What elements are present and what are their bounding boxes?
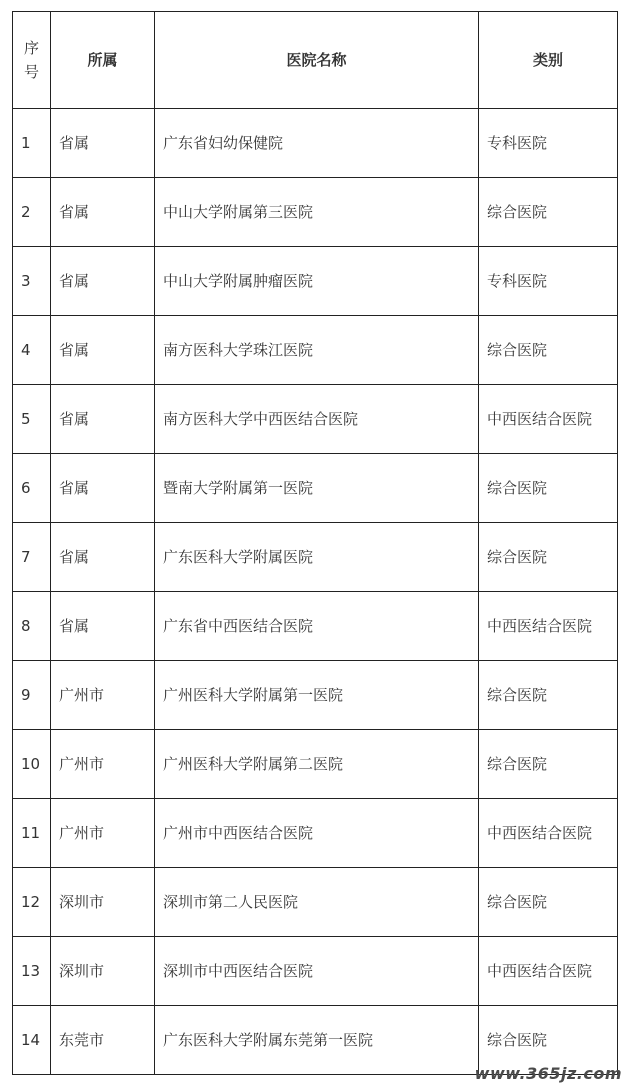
cell-hospital-name: 广东省妇幼保健院 bbox=[155, 109, 479, 178]
cell-category: 中西医结合医院 bbox=[479, 799, 618, 868]
cell-category: 专科医院 bbox=[479, 109, 618, 178]
cell-affiliation: 省属 bbox=[51, 109, 155, 178]
cell-category: 综合医院 bbox=[479, 454, 618, 523]
table-row bbox=[13, 247, 618, 316]
cell-category: 综合医院 bbox=[479, 661, 618, 730]
cell-seq: 11 bbox=[13, 799, 51, 868]
site-watermark: www.365jz.com bbox=[474, 1064, 622, 1083]
cell-category: 中西医结合医院 bbox=[479, 592, 618, 661]
table-row bbox=[13, 592, 618, 661]
cell-category: 综合医院 bbox=[479, 1006, 618, 1075]
cell-seq: 12 bbox=[13, 868, 51, 937]
cell-hospital-name: 暨南大学附属第一医院 bbox=[155, 454, 479, 523]
table-row bbox=[13, 385, 618, 454]
cell-hospital-name: 中山大学附属第三医院 bbox=[155, 178, 479, 247]
cell-hospital-name: 广东省中西医结合医院 bbox=[155, 592, 479, 661]
table-row bbox=[13, 523, 618, 592]
cell-seq: 6 bbox=[13, 454, 51, 523]
header-seq-line1: 序 bbox=[23, 39, 39, 57]
table-row bbox=[13, 730, 618, 799]
header-affiliation: 所属 bbox=[51, 12, 155, 109]
cell-category: 专科医院 bbox=[479, 247, 618, 316]
cell-seq: 4 bbox=[13, 316, 51, 385]
cell-hospital-name: 广东医科大学附属东莞第一医院 bbox=[155, 1006, 479, 1075]
table-row bbox=[13, 868, 618, 937]
header-seq-line2: 号 bbox=[23, 63, 39, 81]
table-row bbox=[13, 109, 618, 178]
cell-affiliation: 广州市 bbox=[51, 661, 155, 730]
cell-hospital-name: 广州医科大学附属第一医院 bbox=[155, 661, 479, 730]
cell-seq: 7 bbox=[13, 523, 51, 592]
table-header-row bbox=[13, 12, 618, 109]
cell-affiliation: 省属 bbox=[51, 454, 155, 523]
cell-hospital-name: 深圳市第二人民医院 bbox=[155, 868, 479, 937]
table-row bbox=[13, 799, 618, 868]
cell-category: 综合医院 bbox=[479, 730, 618, 799]
table-row bbox=[13, 178, 618, 247]
header-seq bbox=[13, 12, 51, 109]
cell-affiliation: 东莞市 bbox=[51, 1006, 155, 1075]
cell-seq: 14 bbox=[13, 1006, 51, 1075]
cell-hospital-name: 南方医科大学中西医结合医院 bbox=[155, 385, 479, 454]
cell-seq: 3 bbox=[13, 247, 51, 316]
cell-seq: 8 bbox=[13, 592, 51, 661]
cell-affiliation: 省属 bbox=[51, 247, 155, 316]
cell-affiliation: 省属 bbox=[51, 523, 155, 592]
hospital-table bbox=[12, 11, 618, 1075]
cell-hospital-name: 广州市中西医结合医院 bbox=[155, 799, 479, 868]
cell-category: 综合医院 bbox=[479, 178, 618, 247]
table-row bbox=[13, 937, 618, 1006]
hospital-table-container bbox=[12, 11, 618, 1075]
cell-hospital-name: 中山大学附属肿瘤医院 bbox=[155, 247, 479, 316]
cell-affiliation: 省属 bbox=[51, 316, 155, 385]
table-row bbox=[13, 316, 618, 385]
cell-category: 综合医院 bbox=[479, 868, 618, 937]
table-body bbox=[13, 109, 618, 1075]
cell-seq: 10 bbox=[13, 730, 51, 799]
cell-seq: 9 bbox=[13, 661, 51, 730]
cell-affiliation: 省属 bbox=[51, 178, 155, 247]
cell-seq: 5 bbox=[13, 385, 51, 454]
cell-hospital-name: 广州医科大学附属第二医院 bbox=[155, 730, 479, 799]
cell-hospital-name: 广东医科大学附属医院 bbox=[155, 523, 479, 592]
header-hospital-name: 医院名称 bbox=[155, 12, 479, 109]
table-row bbox=[13, 454, 618, 523]
cell-category: 中西医结合医院 bbox=[479, 937, 618, 1006]
cell-affiliation: 深圳市 bbox=[51, 868, 155, 937]
cell-hospital-name: 南方医科大学珠江医院 bbox=[155, 316, 479, 385]
header-category: 类别 bbox=[479, 12, 618, 109]
cell-affiliation: 广州市 bbox=[51, 730, 155, 799]
cell-hospital-name: 深圳市中西医结合医院 bbox=[155, 937, 479, 1006]
cell-category: 综合医院 bbox=[479, 523, 618, 592]
cell-affiliation: 深圳市 bbox=[51, 937, 155, 1006]
cell-affiliation: 省属 bbox=[51, 385, 155, 454]
cell-category: 中西医结合医院 bbox=[479, 385, 618, 454]
cell-affiliation: 广州市 bbox=[51, 799, 155, 868]
cell-seq: 1 bbox=[13, 109, 51, 178]
cell-seq: 13 bbox=[13, 937, 51, 1006]
cell-affiliation: 省属 bbox=[51, 592, 155, 661]
cell-category: 综合医院 bbox=[479, 316, 618, 385]
table-row bbox=[13, 661, 618, 730]
cell-seq: 2 bbox=[13, 178, 51, 247]
